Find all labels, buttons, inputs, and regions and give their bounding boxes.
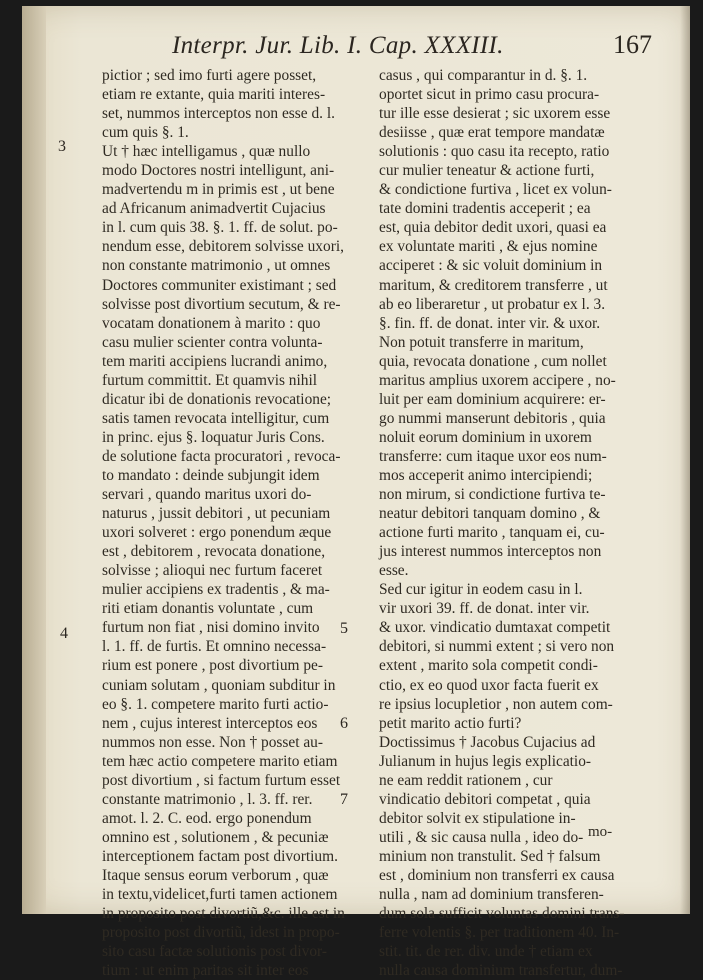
text-line: casus , qui comparantur in d. §. 1. [379, 67, 588, 84]
text-line: Doctores communiter existimant ; sed [102, 276, 337, 294]
text-line: tur ille esse desierat ; sic uxorem esse [379, 105, 611, 123]
text-line: satis tamen revocata intelligitur, cum [102, 409, 330, 427]
text-line: maritum, & creditorem transferre , ut [379, 276, 608, 294]
text-line: oportet sicut in primo casu procura- [379, 86, 600, 104]
text-line: amot. l. 2. C. eod. ergo ponendum [102, 809, 312, 827]
margin-number-5: 5 [340, 620, 348, 637]
text-line: stit. tit. de rer. div. unde † etiam ex [379, 943, 593, 961]
text-line: ab eo liberaretur , ut probatur ex l. 3. [379, 295, 606, 313]
text-line: vindicatio debitori competat , quia [379, 790, 591, 808]
text-line: vir uxori 39. ff. de donat. inter vir. [379, 600, 590, 618]
text-line: desiisse , quæ erat tempore mandatæ [379, 124, 605, 142]
text-line: solvisse ; alioqui nec furtum faceret [102, 562, 323, 580]
text-line: debitori, si nummi extent ; si vero non [379, 638, 615, 656]
text-line: jus interest nummos interceptos non [379, 543, 602, 561]
text-line: Ut † hæc intelligamus , quæ nullo [102, 143, 311, 161]
text-line: minium non transtulit. Sed † falsum [379, 847, 601, 865]
text-line: eo §. 1. competere marito furti actio- [102, 695, 329, 713]
text-line: tem hæc actio competere marito etiam [102, 752, 338, 770]
text-line: extent , marito sola competit condi- [379, 657, 598, 675]
text-line: nem , cujus interest interceptos eos [102, 714, 318, 732]
text-line: in princ. ejus §. loquatur Juris Cons. [102, 428, 325, 446]
text-line: l. 1. ff. de furtis. Et omnino necessa- [102, 638, 327, 656]
text-line: dicatur ibi de donationis revocatione; [102, 390, 332, 408]
text-line: luit per eam dominium acquirere: er- [379, 390, 606, 408]
text-line: nulla , nam ad dominium transferen- [379, 886, 604, 904]
text-line: mos acceperit animo intercipiendi; [379, 466, 593, 484]
margin-number-3: 3 [58, 138, 66, 155]
book-page [22, 6, 690, 980]
catchword: mo- [588, 824, 613, 840]
text-line: tem mariti accipiens lucrandi animo, [102, 352, 328, 370]
page-gutter [22, 6, 46, 914]
text-line: Julianum in hujus legis explicatio- [379, 752, 592, 770]
text-line: omnino est , solutionem , & pecuniæ [102, 828, 329, 846]
text-line: vocatam donationem à marito : quo [102, 314, 321, 332]
text-line: casu mulier scienter contra volunta- [102, 333, 323, 351]
text-line: set, nummos interceptos non esse d. l. [102, 105, 335, 123]
text-line: constante matrimonio , l. 3. ff. rer. [102, 790, 313, 808]
text-line: Itaque sensus eorum verborum , quæ [102, 866, 329, 884]
text-line: petit marito actio furti? [379, 714, 522, 732]
text-line: utili , & sic causa nulla , ideo do- [379, 828, 584, 846]
text-line: actione furti marito , tanquam ei, cu- [379, 524, 605, 542]
text-line: uxori solveret : ergo ponendum æque [102, 524, 332, 542]
text-line: esse. [379, 562, 409, 580]
text-line: in l. cum quis 38. §. 1. ff. de solut. po- [102, 219, 338, 237]
text-line: in textu,videlicet,furti tamen actionem [102, 886, 338, 904]
text-line: nendum esse, debitorem solvisse uxori, [102, 238, 344, 256]
text-line: cuniam solutam , quoniam subditur in [102, 676, 336, 694]
text-line: neatur debitori tanquam domino , & [379, 505, 601, 523]
text-line: cur mulier teneatur & actione furti, [379, 162, 595, 180]
text-line: transferre: cum itaque uxor eos num- [379, 447, 607, 465]
page-number: 167 [613, 30, 652, 59]
text-line: to mandato : deinde subjungit idem [102, 466, 320, 484]
text-line: post divortium , si factum furtum esset [102, 771, 341, 789]
text-line: est , debitorem , revocata donatione, [102, 543, 326, 561]
text-line: Doctissimus † Jacobus Cujacius ad [379, 733, 596, 751]
running-header [172, 30, 652, 64]
text-line: servari , quando maritus uxori do- [102, 486, 312, 504]
text-line: ne eam reddit rationem , cur [379, 771, 553, 789]
text-line: Sed cur igitur in eodem casu in l. [379, 581, 583, 599]
margin-number-4: 4 [60, 625, 68, 642]
text-line: re ipsius locupletior , non autem com- [379, 695, 613, 713]
text-line: & uxor. vindicatio dumtaxat competit [379, 619, 611, 637]
text-line: tate domini tradentis acceperit ; ea [379, 200, 591, 218]
text-line: est , dominium non transferri ex causa [379, 866, 615, 884]
text-line: & condictione furtiva , licet ex volun- [379, 181, 612, 199]
text-line: noluit eorum dominium in uxorem [379, 428, 592, 446]
text-line: nulla causa dominium transfertur, dum- [379, 962, 623, 980]
text-line: ferre volentis §. per traditionem 40. In- [379, 924, 620, 942]
text-line: ex voluntate mariti , & ejus nomine [379, 238, 598, 256]
text-line: naturus , jussit debitori , ut pecuniam [102, 505, 331, 523]
right-text-column [379, 66, 641, 980]
text-line: dum sola sufficit voluntas domini trans- [379, 905, 625, 923]
left-text-column [102, 66, 372, 980]
text-line: solutionis : quo casu ita recepto, ratio [379, 143, 610, 161]
text-line: acciperet : & sic voluit dominium in [379, 257, 603, 275]
text-line: go nummi manserunt debitoris , quia [379, 409, 606, 427]
text-line: de solutione facta procuratori , revoca- [102, 447, 341, 465]
text-line: non mirum, si condictione furtiva te- [379, 486, 606, 504]
text-line: riti etiam donantis voluntate , cum [102, 600, 314, 618]
text-line: §. fin. ff. de donat. inter vir. & uxor. [379, 314, 601, 332]
text-line: rium est ponere , post divortium pe- [102, 657, 323, 675]
running-title: Interpr. Jur. Lib. I. Cap. XXXIII. [172, 32, 504, 59]
text-line: interceptionem factam post divortium. [102, 847, 338, 865]
text-line: maritus amplius uxorem accipere , no- [379, 371, 616, 389]
text-line: quia, revocata donatione , cum nollet [379, 352, 607, 370]
text-line: nummos non esse. Non † posset au- [102, 733, 324, 751]
margin-number-7: 7 [340, 791, 348, 808]
text-line: sito casu factæ solutionis post divor- [102, 943, 327, 961]
text-line: modo Doctores nostri intelligunt, ani- [102, 162, 335, 180]
text-line: mulier accipiens ex tradentis , & ma- [102, 581, 330, 599]
text-line: Non potuit transferre in maritum, [379, 333, 584, 351]
text-line: est, quia debitor dedit uxori, quasi ea [379, 219, 607, 237]
text-line: furtum committit. Et quamvis nihil [102, 371, 318, 389]
text-line: tium : ut enim paritas sit inter eos [102, 962, 309, 980]
text-line: ad Africanum animadvertit Cujacius [102, 200, 326, 218]
text-line: solvisse post divortium secutum, & re- [102, 295, 341, 313]
text-line: cum quis §. 1. [102, 124, 189, 142]
page-edge-shadow [680, 6, 690, 914]
text-line: proposito post divortiũ, idest in propo- [102, 924, 340, 942]
margin-number-6: 6 [340, 715, 348, 732]
text-line: non constante matrimonio , ut omnes [102, 257, 331, 275]
text-line: debitor solvit ex stipulatione in- [379, 809, 576, 827]
text-line: pictior ; sed imo furti agere posset, [102, 67, 317, 84]
text-line: madvertendu m in primis est , ut bene [102, 181, 335, 199]
text-line: ctio, ex eo quod uxor facta fuerit ex [379, 676, 599, 694]
text-line: in proposito post divortiũ,&c. ille est in [102, 905, 345, 923]
text-line: etiam re extante, quia mariti interes- [102, 86, 326, 104]
text-line: furtum non fiat , nisi domino invito [102, 619, 320, 637]
